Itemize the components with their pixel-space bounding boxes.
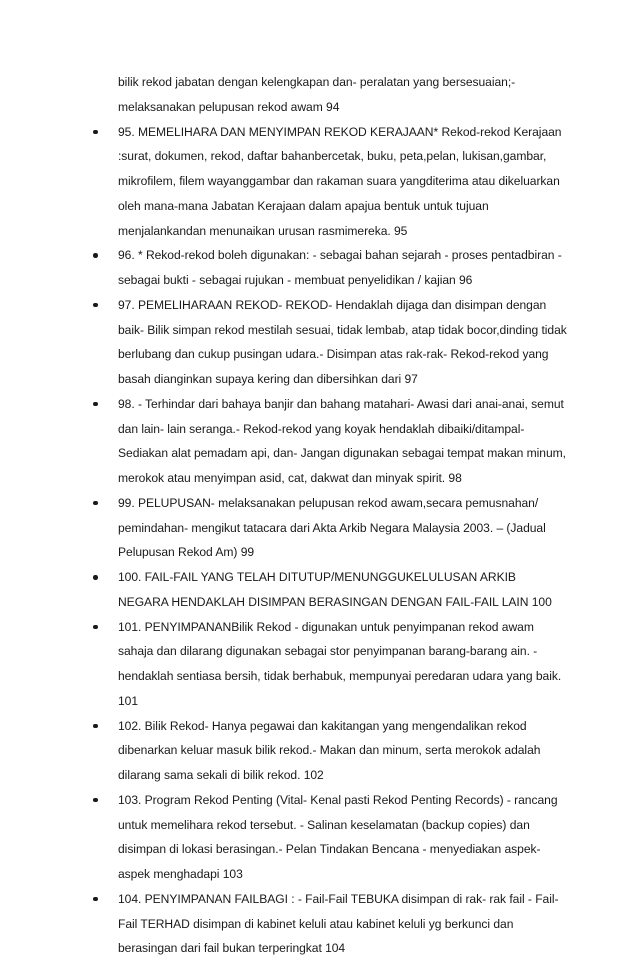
bullet-icon: [93, 402, 98, 407]
bullet-icon: [93, 724, 98, 729]
text-line: dan lain- lain seranga.- Rekod-rekod yang koyak hendaklah dibaiki/ditampal-: [118, 421, 525, 436]
text-line: 103. Program Rekod Penting (Vital- Kenal pasti Rekod Penting Records) - rancang: [118, 792, 558, 807]
list-item-103: [118, 788, 568, 887]
text-line: dibenarkan keluar masuk bilik rekod.- Makan dan minum, serta merokok adalah: [118, 743, 541, 758]
text-line: merokok atau menyimpan asid, cat, dakwat dan minyak spirit. 98: [118, 471, 462, 485]
bullet-icon: [93, 575, 98, 580]
text-line: 101: [118, 693, 139, 708]
text-line: Fail TERHAD disimpan di kabinet keluli atau kabinet keluli yg berkunci dan: [118, 916, 514, 931]
text-line: 96. * Rekod-rekod boleh digunakan: - sebagai bahan sejarah - proses pentadbiran -: [118, 248, 562, 263]
text-line: 100. FAIL-FAIL YANG TELAH DITUTUP/MENUNGGUKELULUSAN ARKIB: [118, 570, 516, 584]
text-line: dilarang sama sekali di bilik rekod. 102: [118, 768, 324, 782]
text-line: 95. MEMELIHARA DAN MENYIMPAN REKOD KERAJAAN* Rekod-rekod Kerajaan: [118, 124, 562, 139]
bullet-icon: [93, 501, 98, 506]
text-line: menjalankandan menunaikan urusan rasmimereka. 95: [118, 223, 408, 238]
text-line: NEGARA HENDAKLAH DISIMPAN BERASINGAN DENGAN FAIL-FAIL LAIN 100: [118, 594, 552, 609]
text-line: mikrofilem, filem wayanggambar dan rakaman suara yangditerima atau dikeluarkan: [118, 174, 560, 188]
list-item-101: [118, 615, 568, 714]
text-line: sahaja dan dilarang digunakan sebagai stor penyimpanan barang-barang ain. -: [118, 644, 538, 659]
bullet-icon: [93, 897, 98, 902]
list-item-104: [118, 887, 568, 961]
text-line: basah dianginkan supaya kering dan dibersihkan dari 97: [118, 372, 418, 386]
text-line: 99. PELUPUSAN- melaksanakan pelupusan rekod awam,secara pemusnahan/: [118, 495, 539, 510]
list-item-99: [118, 491, 568, 565]
list-item-95: [118, 120, 568, 244]
text-line: disimpan di lokasi berasingan.- Pelan Tindakan Bencana - menyediakan aspek-: [118, 842, 541, 857]
text-line: sebagai bukti - sebagai rujukan - membuat penyelidikan / kajian 96: [118, 273, 473, 287]
bullet-icon: [93, 253, 98, 258]
continuation-paragraph: [118, 70, 568, 120]
bullet-icon: [93, 798, 98, 803]
text-line: melaksanakan pelupusan rekod awam 94: [118, 99, 340, 114]
text-line: hendaklah sentiasa bersih, tidak berhabuk, mempunyai peredaran udara yang baik.: [118, 669, 562, 683]
text-line: 101. PENYIMPANANBilik Rekod - digunakan untuk penyimpanan rekod awam: [118, 619, 534, 634]
list-item-100: [118, 565, 568, 615]
text-line: baik- Bilik simpan rekod mestilah sesuai, tidak lembab, atap tidak bocor,dinding tidak: [118, 322, 567, 337]
text-line: Sediakan alat pemadam api, dan- Jangan digunakan sebagai tempat makan minum,: [118, 446, 566, 461]
text-line: berlubang dan cukup pusingan udara.- Disimpan atas rak-rak- Rekod-rekod yang: [118, 347, 549, 362]
text-line: oleh mana-mana Jabatan Kerajaan dalam apajua bentuk untuk tujuan: [118, 198, 489, 213]
bullet-icon: [93, 130, 98, 135]
list-item-98: [118, 392, 568, 491]
text-line: :surat, dokumen, rekod, daftar bahanbercetak, buku, peta,pelan, lukisan,gambar,: [118, 149, 547, 164]
text-line: aspek menghadapi 103: [118, 867, 243, 881]
text-line: 104. PENYIMPANAN FAILBAGI : - Fail-Fail TEBUKA disimpan di rak- rak fail - Fail-: [118, 891, 559, 906]
text-line: bilik rekod jabatan dengan kelengkapan dan- peralatan yang bersesuaian;-: [118, 75, 516, 89]
text-line: berasingan dari fail bukan terperingkat 104: [118, 941, 346, 956]
text-line: 98. - Terhindar dari bahaya banjir dan bahang matahari- Awasi dari anai-anai, semut: [118, 396, 564, 411]
text-line: Pelupusan Rekod Am) 99: [118, 545, 255, 560]
text-line: pemindahan- mengikut tatacara dari Akta Arkib Negara Malaysia 2003. – (Jadual: [118, 520, 546, 535]
list-item-97: [118, 293, 568, 392]
bullet-icon: [93, 625, 98, 630]
list-item-96: [118, 243, 568, 293]
document-body: [118, 70, 568, 961]
list-item-102: [118, 714, 568, 788]
bullet-icon: [93, 303, 98, 308]
text-line: 97. PEMELIHARAAN REKOD- REKOD- Hendaklah dijaga dan disimpan dengan: [118, 297, 547, 312]
text-line: untuk memelihara rekod tersebut. - Salinan keselamatan (backup copies) dan: [118, 817, 530, 832]
text-line: 102. Bilik Rekod- Hanya pegawai dan kakitangan yang mengendalikan rekod: [118, 718, 527, 733]
